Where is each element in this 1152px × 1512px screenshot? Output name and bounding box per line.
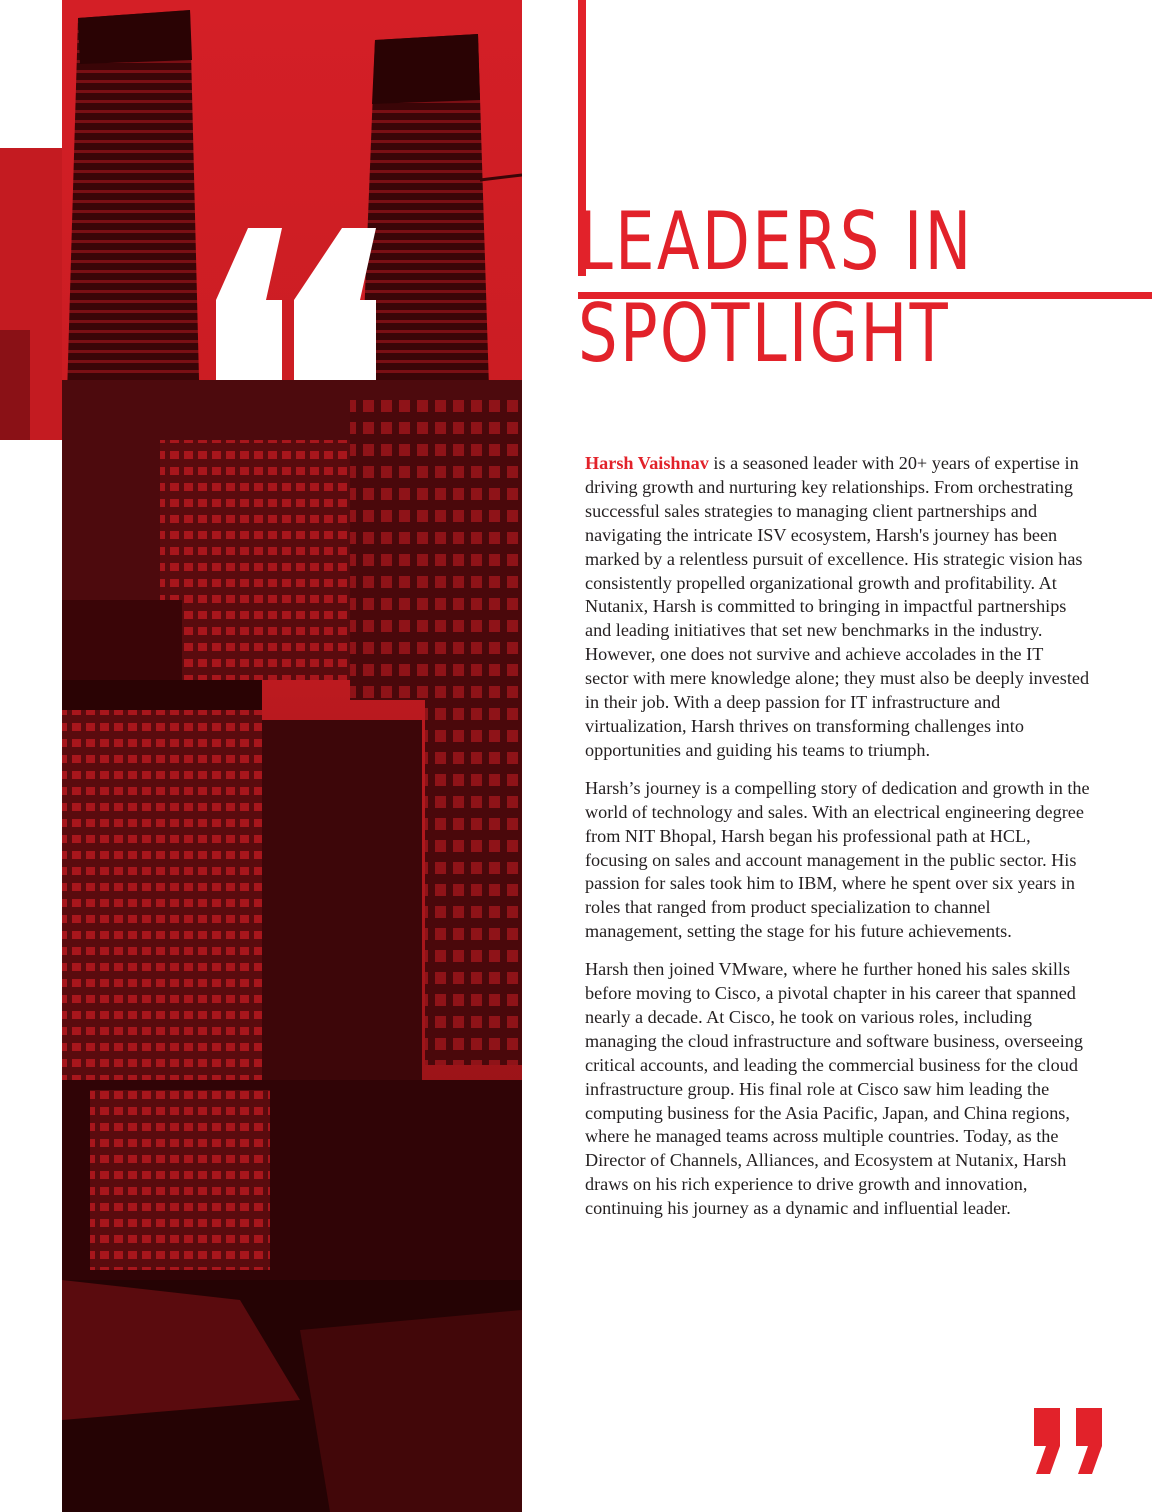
- paragraph-1-text: is a seasoned leader with 20+ years of expertise in driving growth and nurturing key relationships. From orchestrating successful sales strategies to managing client partnerships and navigating the intricate ISV ecosystem, Harsh's journey has been marked by a relentless pursuit of excellence. His strategic vision has consistently propelled organizational growth and profitability. At Nutanix, Harsh is committed to bringing in impactful partnerships and leading initiatives that set new benchmarks in the industry. However, one does not survive and achieve accolades in the IT sector with mere knowledge alone; they must also be deeply invested in their job. With a deep passion for IT infrastructure and virtualization, Harsh thrives on transforming challenges into opportunities and guiding his teams to triumph.: [585, 453, 1090, 760]
- title-line-1: LEADERS IN: [578, 195, 974, 288]
- city-skyline-photo: [0, 0, 522, 1512]
- closing-quote-icon: [1030, 1400, 1110, 1480]
- paragraph-3: Harsh then joined VMware, where he further honed his sales skills before moving to Cisco, a pivotal chapter in his career that spanned nearly a decade. At Cisco, he took on various roles, including managing the cloud infrastructure and software business, overseeing critical accounts, and leading the commercial business for the cloud infrastructure group. His final role at Cisco saw him leading the computing business for the Asia Pacific, Japan, and China regions, where he managed teams across multiple countries. Today, as the Director of Channels, Alliances, and Ecosystem at Nutanix, Harsh draws on his rich experience to drive growth and innovation, continuing his journey as a dynamic and influential leader.: [585, 959, 1083, 1219]
- article-body: [585, 452, 1090, 1235]
- leader-name: Harsh Vaishnav: [585, 453, 709, 473]
- title-line-2: SPOTLIGHT: [578, 287, 951, 380]
- paragraph-1: [585, 452, 1090, 763]
- paragraph-2: Harsh’s journey is a compelling story of dedication and growth in the world of technology and sales. With an electrical engineering degree from NIT Bhopal, Harsh began his professional path at HCL, focusing on sales and account management in the public sector. His passion for sales took him to IBM, where he spent over six years in roles that ranged from product specialization to channel management, setting the stage for his future achievements.: [585, 777, 1090, 942]
- page-title: [578, 196, 974, 380]
